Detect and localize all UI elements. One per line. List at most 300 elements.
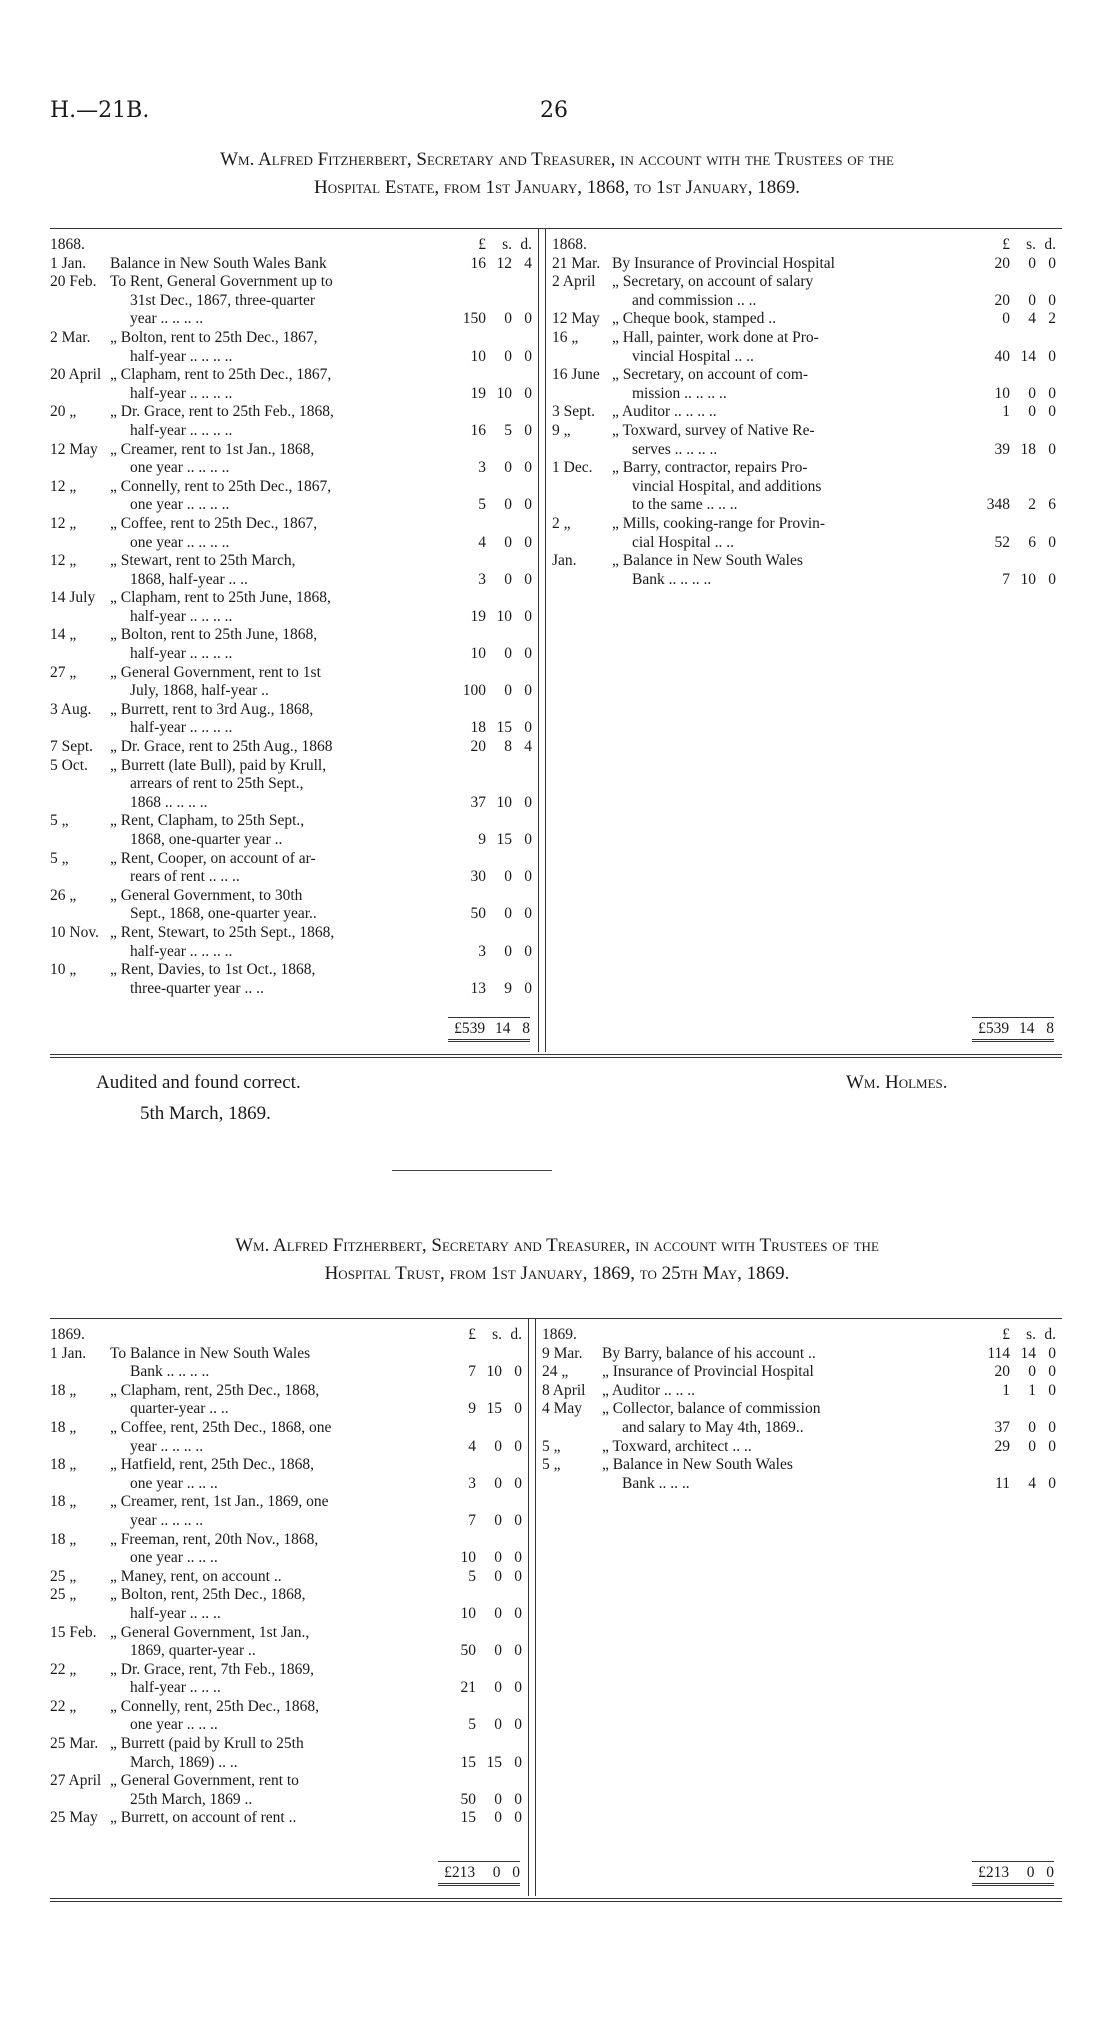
pence: 0 xyxy=(524,384,532,402)
entry-date: 15 Feb. xyxy=(50,1623,97,1641)
entry-amount xyxy=(456,961,532,998)
ledger-entry xyxy=(542,1400,1062,1437)
total-shillings: 14 xyxy=(1018,1020,1035,1038)
entry-amount xyxy=(456,255,532,274)
entry-date: 24 „ xyxy=(542,1363,569,1381)
entry-date: 20 „ xyxy=(50,403,77,421)
entry-description xyxy=(110,403,456,440)
shillings-header: s. xyxy=(1026,236,1036,253)
pounds: 7 xyxy=(468,1363,476,1381)
entry-description-line: „ Secretary, on account of salary xyxy=(612,273,814,291)
pounds: 21 xyxy=(460,1679,476,1697)
pence: 0 xyxy=(524,905,532,923)
entry-description xyxy=(602,1438,980,1457)
entry-amount xyxy=(456,589,532,626)
entry-amount xyxy=(446,1809,522,1828)
entry-description xyxy=(110,478,456,515)
entry-amount xyxy=(456,850,532,887)
total-shillings: 0 xyxy=(1026,1864,1035,1882)
entry-date: 25 „ xyxy=(50,1586,77,1604)
account2-credit-side xyxy=(542,1318,1062,1493)
entry-amount xyxy=(456,441,532,478)
entry-description-line: „ Collector, balance of commission xyxy=(602,1400,821,1418)
entry-amount xyxy=(456,366,532,403)
shillings-header: s. xyxy=(1026,1326,1036,1343)
entry-amount xyxy=(456,887,532,924)
column-header-row xyxy=(552,236,1062,255)
shillings-header: s. xyxy=(492,1326,502,1343)
account-total xyxy=(972,1017,1054,1042)
entry-description xyxy=(110,273,456,329)
pence: 0 xyxy=(524,496,532,514)
entry-description xyxy=(110,589,456,626)
entry-amount xyxy=(446,1531,522,1568)
year-label: 1868. xyxy=(552,236,587,253)
entry-description-line: „ Rent, Clapham, to 25th Sept., xyxy=(110,812,305,830)
entry-amount xyxy=(980,552,1056,589)
entry-description-line: half-year .. .. .. xyxy=(130,1679,221,1697)
pence: 0 xyxy=(524,942,532,960)
entry-description-line: „ Rent, Cooper, on account of ar- xyxy=(110,849,316,867)
shillings: 0 xyxy=(494,1790,502,1808)
pence: 0 xyxy=(524,719,532,737)
entry-date: 18 „ xyxy=(50,1530,77,1548)
ledger-entry xyxy=(50,515,538,552)
pounds: 9 xyxy=(478,831,486,848)
entry-description xyxy=(110,626,456,663)
shillings: 9 xyxy=(504,979,512,997)
ledger-entry xyxy=(552,552,1062,589)
ledger-entry xyxy=(50,812,538,849)
entry-description-line: three-quarter year .. .. xyxy=(130,979,264,997)
entry-amount xyxy=(980,515,1056,552)
pence: 0 xyxy=(524,831,532,848)
shillings: 0 xyxy=(494,1716,502,1734)
entry-description-line: one year .. .. .. .. xyxy=(130,533,230,551)
entry-description-line: 1868 .. .. .. .. xyxy=(130,793,208,811)
entry-description-line: „ General Government, rent to 1st xyxy=(110,663,321,681)
audit-date: 5th March, 1869. xyxy=(140,1103,271,1124)
shillings: 5 xyxy=(504,421,512,439)
entry-description-line: Balance in New South Wales Bank xyxy=(110,254,327,272)
entry-description-line: „ Clapham, rent to 25th Dec., 1867, xyxy=(110,366,332,384)
entry-date: 9 „ xyxy=(552,421,571,439)
total-pounds: £213 xyxy=(444,1864,476,1882)
pounds: 16 xyxy=(470,254,486,272)
shillings: 8 xyxy=(504,738,512,756)
pounds: 10 xyxy=(460,1549,476,1567)
pence: 0 xyxy=(1048,384,1056,402)
entry-description xyxy=(110,552,456,589)
entry-amount xyxy=(446,1568,522,1587)
entry-description-line: „ Dr. Grace, rent to 25th Feb., 1868, xyxy=(110,403,334,421)
entry-description-line: „ Cheque book, stamped .. xyxy=(612,310,777,328)
shillings: 0 xyxy=(494,1567,502,1585)
pence: 4 xyxy=(524,254,532,272)
entry-description xyxy=(612,459,980,515)
entry-description-line: Bank .. .. .. .. xyxy=(130,1363,210,1381)
entry-amount xyxy=(446,1698,522,1735)
account2-ledger xyxy=(50,1318,1062,1902)
ledger-entry xyxy=(50,1661,528,1698)
shillings: 10 xyxy=(496,384,512,402)
entry-date: 18 „ xyxy=(50,1418,77,1436)
account1-ledger xyxy=(50,228,1062,1058)
entry-date: 5 „ xyxy=(50,812,69,830)
pence: 0 xyxy=(1048,347,1056,365)
entry-description xyxy=(612,310,980,329)
entry-description-line: „ Mills, cooking-range for Provin- xyxy=(612,514,826,532)
ledger-entry xyxy=(50,1493,528,1530)
ledger-entry xyxy=(50,589,538,626)
shillings: 0 xyxy=(1028,291,1036,309)
pence: 0 xyxy=(1048,254,1056,272)
account1-heading xyxy=(60,146,1054,202)
pence: 0 xyxy=(524,533,532,551)
pence: 0 xyxy=(1048,1474,1056,1492)
entry-description-line: half-year .. .. .. .. xyxy=(130,347,233,365)
entry-date: 12 „ xyxy=(50,514,77,532)
pounds: 11 xyxy=(995,1474,1010,1492)
shillings: 0 xyxy=(494,1437,502,1455)
pence: 0 xyxy=(524,868,532,886)
entry-description xyxy=(110,757,456,813)
entry-date: 1 Dec. xyxy=(552,459,593,477)
entry-date: 14 July xyxy=(50,589,96,607)
entry-amount xyxy=(456,329,532,366)
entry-amount xyxy=(456,924,532,961)
entry-description xyxy=(110,1698,446,1735)
ledger-entry xyxy=(552,515,1062,552)
entry-date: 18 „ xyxy=(50,1381,77,1399)
pence: 0 xyxy=(514,1604,522,1622)
entry-date: 18 „ xyxy=(50,1456,77,1474)
entry-description-line: and commission .. .. xyxy=(632,291,757,309)
entry-description xyxy=(110,1382,446,1419)
ledger-entry xyxy=(552,459,1062,515)
entry-description-line: „ Connelly, rent, 25th Dec., 1868, xyxy=(110,1697,320,1715)
account2-debit-side xyxy=(50,1318,528,1828)
entry-description xyxy=(110,1419,446,1456)
pounds: 50 xyxy=(470,905,486,923)
entry-description-line: year .. .. .. .. xyxy=(130,1511,204,1529)
pence: 0 xyxy=(1048,403,1056,421)
entry-amount xyxy=(980,422,1056,459)
pounds: 0 xyxy=(1002,310,1010,328)
entry-amount xyxy=(446,1586,522,1623)
entry-description-line: half-year .. .. .. .. xyxy=(130,942,233,960)
ledger-entry xyxy=(50,924,538,961)
entry-description-line: one year .. .. .. xyxy=(130,1474,218,1492)
entry-description-line: „ Burrett (paid by Krull to 25th xyxy=(110,1735,304,1753)
pounds: 1 xyxy=(1002,403,1010,421)
ledger-entry xyxy=(50,273,538,329)
entry-description-line: half-year .. .. .. xyxy=(130,1604,221,1622)
entry-amount xyxy=(446,1419,522,1456)
entry-description-line: arrears of rent to 25th Sept., xyxy=(130,775,304,793)
pounds: 16 xyxy=(470,421,486,439)
pence: 0 xyxy=(524,421,532,439)
entry-date: 5 Oct. xyxy=(50,756,88,774)
entry-description-line: Bank .. .. .. .. xyxy=(632,570,712,588)
pence: 0 xyxy=(514,1400,522,1418)
ledger-entry xyxy=(50,850,538,887)
shillings: 14 xyxy=(1020,1344,1036,1362)
pence-header: d. xyxy=(520,236,532,253)
ledger-entry xyxy=(50,441,538,478)
entry-description-line: „ Coffee, rent to 25th Dec., 1867, xyxy=(110,514,318,532)
entry-description xyxy=(612,366,980,403)
shillings: 0 xyxy=(504,310,512,328)
ledger-entry xyxy=(50,1735,528,1772)
shillings: 0 xyxy=(504,496,512,514)
entry-amount xyxy=(456,273,532,329)
entry-description xyxy=(602,1382,980,1401)
entry-description-line: By Insurance of Provincial Hospital xyxy=(612,254,835,272)
audit-signature: Wm. Holmes. xyxy=(846,1072,948,1093)
pounds: 30 xyxy=(470,868,486,886)
pence: 0 xyxy=(514,1511,522,1529)
entry-date: 7 Sept. xyxy=(50,738,94,756)
ledger-entry xyxy=(50,1456,528,1493)
total-pence: 8 xyxy=(522,1020,530,1038)
entry-description xyxy=(612,515,980,552)
account2-heading-line2: Hospital Trust, from 1st January, 1869, to 25th May, 1869. xyxy=(324,1263,790,1284)
shillings: 15 xyxy=(496,719,512,737)
entry-description-line: and salary to May 4th, 1869.. xyxy=(622,1418,804,1436)
total-pence: 8 xyxy=(1046,1020,1054,1038)
ledger-entry xyxy=(50,701,538,738)
entry-date: 5 „ xyxy=(542,1456,561,1474)
entry-date: 12 „ xyxy=(50,477,77,495)
shillings: 0 xyxy=(1028,1437,1036,1455)
entry-description-line: „ Dr. Grace, rent, 7th Feb., 1869, xyxy=(110,1660,315,1678)
entry-date: 25 Mar. xyxy=(50,1735,99,1753)
header-spacer xyxy=(602,1326,980,1345)
entry-description xyxy=(602,1400,980,1437)
entry-amount xyxy=(980,310,1056,329)
shillings: 0 xyxy=(494,1642,502,1660)
year-label: 1869. xyxy=(542,1326,577,1343)
entry-amount xyxy=(980,403,1056,422)
pounds: 3 xyxy=(478,570,486,588)
page-ref: H.—21B. xyxy=(50,98,150,123)
pence: 0 xyxy=(524,607,532,625)
pounds: 150 xyxy=(462,310,486,328)
entry-description-line: „ Stewart, rent to 25th March, xyxy=(110,552,296,570)
entry-description xyxy=(110,812,456,849)
pence: 2 xyxy=(1048,310,1056,328)
entry-date: 20 Feb. xyxy=(50,273,97,291)
entry-description-line: To Balance in New South Wales xyxy=(110,1344,311,1362)
ledger-entry xyxy=(50,366,538,403)
entry-description xyxy=(110,664,456,701)
entry-description xyxy=(110,1586,446,1623)
shillings: 0 xyxy=(504,942,512,960)
pounds: 4 xyxy=(478,533,486,551)
entry-description-line: „ Burrett, on account of rent .. xyxy=(110,1809,297,1827)
year-label: 1869. xyxy=(50,1326,85,1343)
entry-description-line: „ Rent, Davies, to 1st Oct., 1868, xyxy=(110,961,316,979)
shillings: 4 xyxy=(1028,310,1036,328)
pence: 0 xyxy=(514,1549,522,1567)
ledger-entry xyxy=(50,626,538,663)
entry-description xyxy=(110,961,456,998)
shillings: 0 xyxy=(494,1511,502,1529)
total-shillings: 14 xyxy=(494,1020,511,1038)
ledger-entry xyxy=(50,1382,528,1419)
shillings: 10 xyxy=(486,1363,502,1381)
pounds: 5 xyxy=(468,1567,476,1585)
ledger-entry xyxy=(50,961,538,998)
pence: 0 xyxy=(1048,1344,1056,1362)
entry-description-line: „ General Government, 1st Jan., xyxy=(110,1623,310,1641)
entry-description-line: „ Freeman, rent, 20th Nov., 1868, xyxy=(110,1530,319,1548)
pounds: 3 xyxy=(478,459,486,477)
pence: 0 xyxy=(514,1363,522,1381)
pence: 0 xyxy=(514,1679,522,1697)
entry-amount xyxy=(446,1382,522,1419)
entry-description-line: „ Coffee, rent, 25th Dec., 1868, one xyxy=(110,1418,332,1436)
pounds: 114 xyxy=(987,1344,1010,1362)
entry-amount xyxy=(980,1438,1056,1457)
pence: 0 xyxy=(524,979,532,997)
pence: 0 xyxy=(524,347,532,365)
pounds-header: £ xyxy=(1002,236,1010,253)
ledger-entry xyxy=(542,1456,1062,1493)
total-shillings: 0 xyxy=(492,1864,501,1882)
entry-date: 16 „ xyxy=(552,328,579,346)
shillings: 0 xyxy=(494,1549,502,1567)
pence: 0 xyxy=(524,793,532,811)
pounds: 15 xyxy=(460,1753,476,1771)
pounds: 10 xyxy=(460,1604,476,1622)
pounds: 3 xyxy=(478,942,486,960)
ledger-entry xyxy=(50,1698,528,1735)
pounds: 10 xyxy=(470,347,486,365)
ledger-entry xyxy=(50,1624,528,1661)
entry-description-line: „ Creamer, rent to 1st Jan., 1868, xyxy=(110,440,315,458)
pounds: 40 xyxy=(994,347,1010,365)
entry-description xyxy=(110,1624,446,1661)
entry-description-line: „ General Government, rent to xyxy=(110,1772,299,1790)
entry-date: 3 Aug. xyxy=(50,700,92,718)
entry-description-line: „ Barry, contractor, repairs Pro- xyxy=(612,459,808,477)
entry-description xyxy=(110,1345,446,1382)
pounds: 9 xyxy=(468,1400,476,1418)
entry-description xyxy=(110,1568,446,1587)
shillings: 0 xyxy=(504,533,512,551)
pence: 6 xyxy=(1048,496,1056,514)
entry-amount xyxy=(446,1735,522,1772)
entry-description-line: year .. .. .. .. xyxy=(130,1437,204,1455)
ledger-entry xyxy=(552,403,1062,422)
ledger-entry xyxy=(542,1438,1062,1457)
entry-description-line: rears of rent .. .. .. xyxy=(130,868,240,886)
ledger-entry xyxy=(50,1345,528,1382)
pounds-header: £ xyxy=(478,236,486,253)
pounds: 348 xyxy=(986,496,1010,514)
shillings: 10 xyxy=(496,793,512,811)
pounds: 100 xyxy=(462,682,486,700)
ledger-entry xyxy=(50,1419,528,1456)
entry-amount xyxy=(456,626,532,663)
entry-description-line: „ Toxward, architect .. .. xyxy=(602,1437,752,1455)
entry-date: 12 May xyxy=(50,440,98,458)
shillings: 0 xyxy=(504,868,512,886)
entry-description-line: „ Rent, Stewart, to 25th Sept., 1868, xyxy=(110,923,335,941)
entry-date: 3 Sept. xyxy=(552,403,596,421)
entry-description-line: cial Hospital .. .. xyxy=(632,533,735,551)
entry-description xyxy=(110,366,456,403)
entry-description xyxy=(612,422,980,459)
entry-description-line: „ Dr. Grace, rent to 25th Aug., 1868 xyxy=(110,738,333,756)
entry-amount xyxy=(980,273,1056,310)
account-total xyxy=(448,1017,530,1042)
entry-description xyxy=(110,329,456,366)
shillings: 0 xyxy=(504,570,512,588)
pence: 0 xyxy=(1048,1381,1056,1399)
page-number: 26 xyxy=(540,98,568,123)
entry-date: 14 „ xyxy=(50,626,77,644)
shillings: 0 xyxy=(1028,1363,1036,1381)
entry-description xyxy=(110,1493,446,1530)
entry-date: 16 June xyxy=(552,366,600,384)
pence: 0 xyxy=(524,570,532,588)
entry-description xyxy=(110,515,456,552)
shillings: 6 xyxy=(1028,533,1036,551)
entry-date: 10 Nov. xyxy=(50,923,99,941)
account-total xyxy=(438,1861,520,1886)
pounds: 3 xyxy=(468,1474,476,1492)
entry-amount xyxy=(446,1624,522,1661)
pence: 0 xyxy=(524,645,532,663)
entry-description-line: „ Balance in New South Wales xyxy=(602,1456,793,1474)
ledger-entry xyxy=(50,1568,528,1587)
entry-amount xyxy=(456,515,532,552)
shillings: 0 xyxy=(1028,254,1036,272)
year-label: 1868. xyxy=(50,236,85,253)
account-total xyxy=(972,1861,1054,1886)
pence: 0 xyxy=(514,1790,522,1808)
ledger-entry xyxy=(552,310,1062,329)
account1-heading-line2: Hospital Estate, from 1st January, 1868, to 1st January, 1869. xyxy=(313,177,801,198)
pence: 0 xyxy=(1048,1363,1056,1381)
entry-amount xyxy=(980,366,1056,403)
entry-date: 22 „ xyxy=(50,1697,77,1715)
entry-date: 5 „ xyxy=(50,849,69,867)
pence-header: d. xyxy=(1044,1326,1056,1343)
pounds: 20 xyxy=(470,738,486,756)
entry-description-line: „ Bolton, rent to 25th June, 1868, xyxy=(110,626,318,644)
pounds: 13 xyxy=(470,979,486,997)
ledger-entry xyxy=(552,422,1062,459)
account1-credit-side xyxy=(552,228,1062,589)
entry-amount xyxy=(456,812,532,849)
entry-description-line: By Barry, balance of his account .. xyxy=(602,1344,816,1362)
entry-description xyxy=(602,1456,980,1493)
entry-description-line: vincial Hospital .. .. xyxy=(632,347,754,365)
entry-description-line: half-year .. .. .. .. xyxy=(130,645,233,663)
entry-description-line: half-year .. .. .. .. xyxy=(130,384,233,402)
entry-description-line: March, 1869) .. .. xyxy=(130,1753,238,1771)
entry-description-line: half-year .. .. .. .. xyxy=(130,607,233,625)
entry-description-line: serves .. .. .. .. xyxy=(632,440,718,458)
pounds: 19 xyxy=(470,607,486,625)
pence: 0 xyxy=(514,1809,522,1827)
shillings: 0 xyxy=(494,1679,502,1697)
ledger-entry xyxy=(50,329,538,366)
